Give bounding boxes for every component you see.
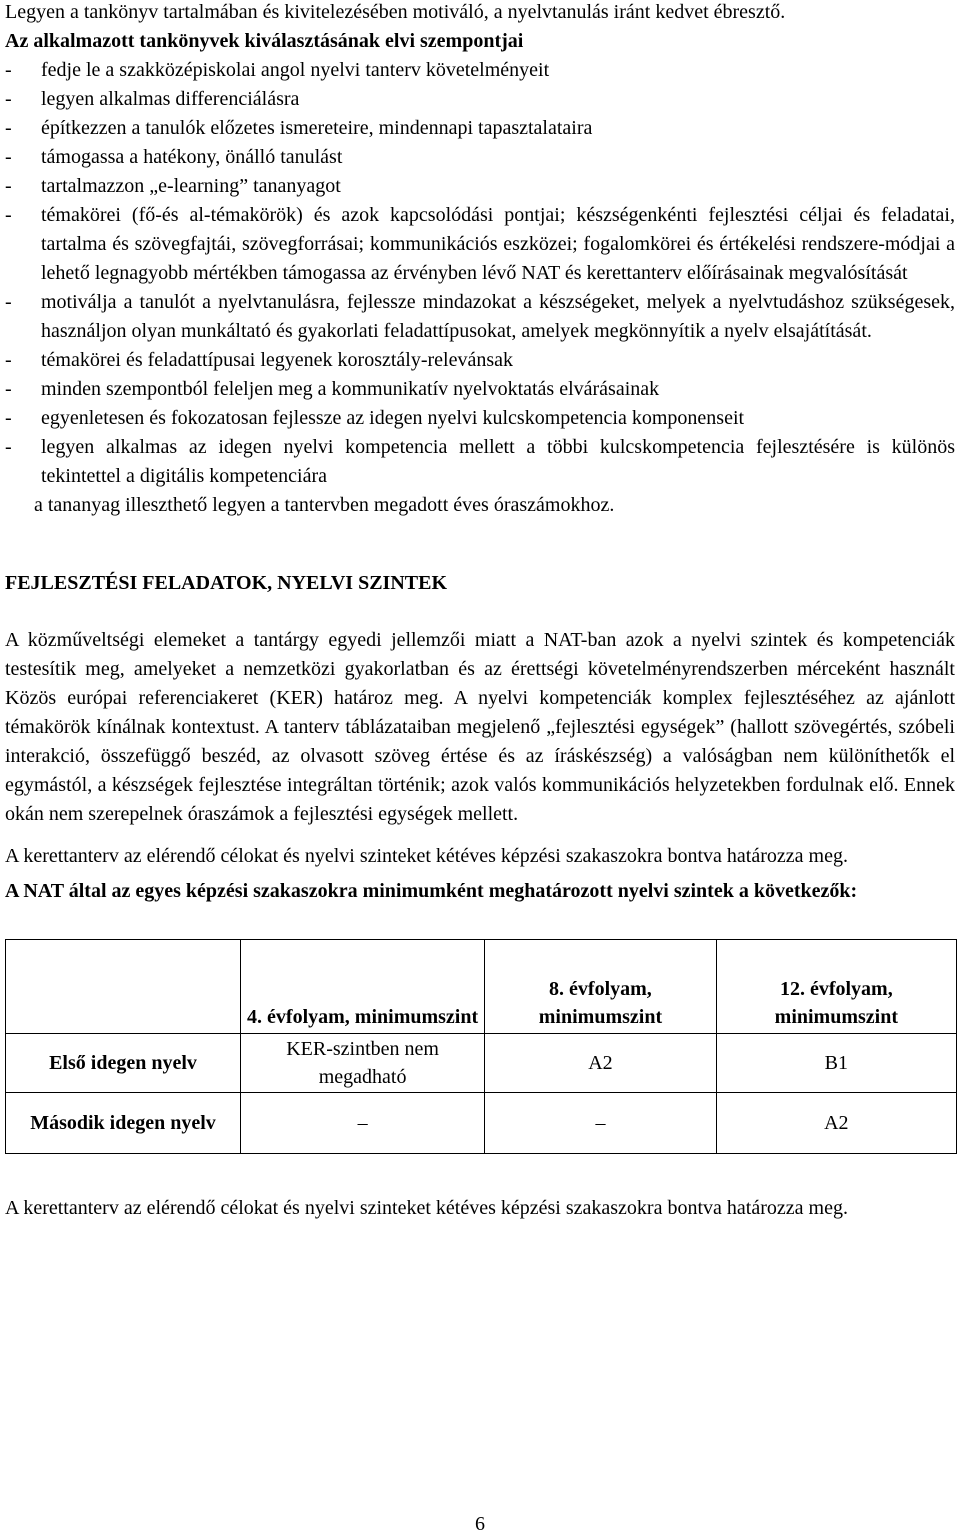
list-item: - támogassa a hatékony, önálló tanulást	[5, 143, 955, 172]
list-item: - legyen alkalmas az idegen nyelvi kompetencia mellett a többi kulcskompetencia fejlesztésére is különös tekintettel a digitális kompetenciára	[5, 433, 955, 491]
list-item: - motiválja a tanulót a nyelvtanulásra, fejlessze mindazokat a készségeket, melyek a nyelvtudáshoz szükségesek, használjon olyan munkáltató és gyakorlati feladattípusokat, amelyek megkönnyítik a nyelv elsajátítását.	[5, 288, 955, 346]
row-header-second-language: Második idegen nyelv	[6, 1093, 241, 1154]
textbook-criteria-heading: Az alkalmazott tankönyvek kiválasztásának elvi szempontjai	[5, 30, 524, 52]
list-item: - legyen alkalmas differenciálásra	[5, 85, 955, 114]
list-item: - egyenletesen és fokozatosan fejlessze az idegen nyelvi kulcskompetencia komponenseit	[5, 404, 955, 433]
dev-paragraph-3: A NAT által az egyes képzési szakaszokra minimumként meghatározott nyelvi szintek a következők:	[5, 880, 858, 902]
document-page	[5, 0, 955, 1223]
row-header-first-language: Első idegen nyelv	[6, 1034, 241, 1093]
textbook-criteria-list	[5, 56, 955, 491]
textbook-closing-note: a tananyag illeszthető legyen a tantervben megadott éves óraszámokhoz.	[34, 494, 615, 516]
column-header-grade-4: 4. évfolyam, minimumszint	[241, 940, 485, 1034]
table-row	[6, 1034, 957, 1093]
table-cell: –	[485, 1093, 716, 1154]
page-number: 6	[475, 1513, 485, 1535]
table-cell: –	[241, 1093, 485, 1154]
table-cell: KER-szintben nem megadható	[241, 1034, 485, 1093]
table-cell: B1	[716, 1034, 956, 1093]
list-item: - témakörei (fő-és al-témakörök) és azok kapcsolódási pontjai; készségenkénti fejlesztési céljai és feladatai, tartalma és szövegfajtái, szövegforrásai; kommunikációs eszközei; fogalomkörei és értékelési rendszere-módjai a lehető legnagyobb mértékben támogassa az érvényben lévő NAT és kerettanterv előírásainak megvalósítását	[5, 201, 955, 288]
list-item: - fedje le a szakközépiskolai angol nyelvi tanterv követelményeit	[5, 56, 955, 85]
table-header-row	[6, 940, 957, 1034]
table-cell: A2	[716, 1093, 956, 1154]
intro-paragraph: Legyen a tankönyv tartalmában és kivitelezésében motiváló, a nyelvtanulás iránt kedvet ébresztő.	[5, 1, 786, 23]
section-title: FEJLESZTÉSI FELADATOK, NYELVI SZINTEK	[5, 572, 448, 594]
list-item: - tartalmazzon „e-learning” tananyagot	[5, 172, 955, 201]
language-levels-table	[5, 939, 957, 1154]
column-header-grade-8: 8. évfolyam, minimumszint	[485, 940, 716, 1034]
table-cell: A2	[485, 1034, 716, 1093]
list-item: - témakörei és feladattípusai legyenek korosztály-relevánsak	[5, 346, 955, 375]
dev-paragraph-2: A kerettanterv az elérendő célokat és nyelvi szinteket kétéves képzési szakaszokra bontva határozza meg.	[5, 845, 848, 867]
closing-paragraph: A kerettanterv az elérendő célokat és nyelvi szinteket kétéves képzési szakaszokra bontva határozza meg.	[5, 1197, 848, 1219]
table-corner-cell	[6, 940, 241, 1034]
table-row	[6, 1093, 957, 1154]
column-header-grade-12: 12. évfolyam, minimumszint	[716, 940, 956, 1034]
dev-paragraph-1: A közműveltségi elemeket a tantárgy egyedi jellemzői miatt a NAT-ban azok a nyelvi szintek és kompetenciák testesítik meg, amelyeket a nemzetközi gyakorlatban és az érettségi követelményrendszerben mérceként használt Közös európai referenciakeret (KER) határoz meg. A nyelvi kompetenciák komplex fejlesztéséhez az ajánlott témakörök kínálnak kontextust. A tanterv táblázataiban megjelenő „fejlesztési egységek” (hallott szövegértés, szóbeli interakció, összefüggő beszéd, az olvasott szöveg értése és az íráskészség) a valóságban nem különíthetők el egymástól, a készségek fejlesztése integráltan történik; azok valós kommunikációs helyzetekben fordulnak elő. Ennek okán nem szerepelnek óraszámok a fejlesztési egységek mellett.	[5, 629, 955, 825]
list-item: - minden szempontból feleljen meg a kommunikatív nyelvoktatás elvárásainak	[5, 375, 955, 404]
list-item: - építkezzen a tanulók előzetes ismereteire, mindennapi tapasztalataira	[5, 114, 955, 143]
